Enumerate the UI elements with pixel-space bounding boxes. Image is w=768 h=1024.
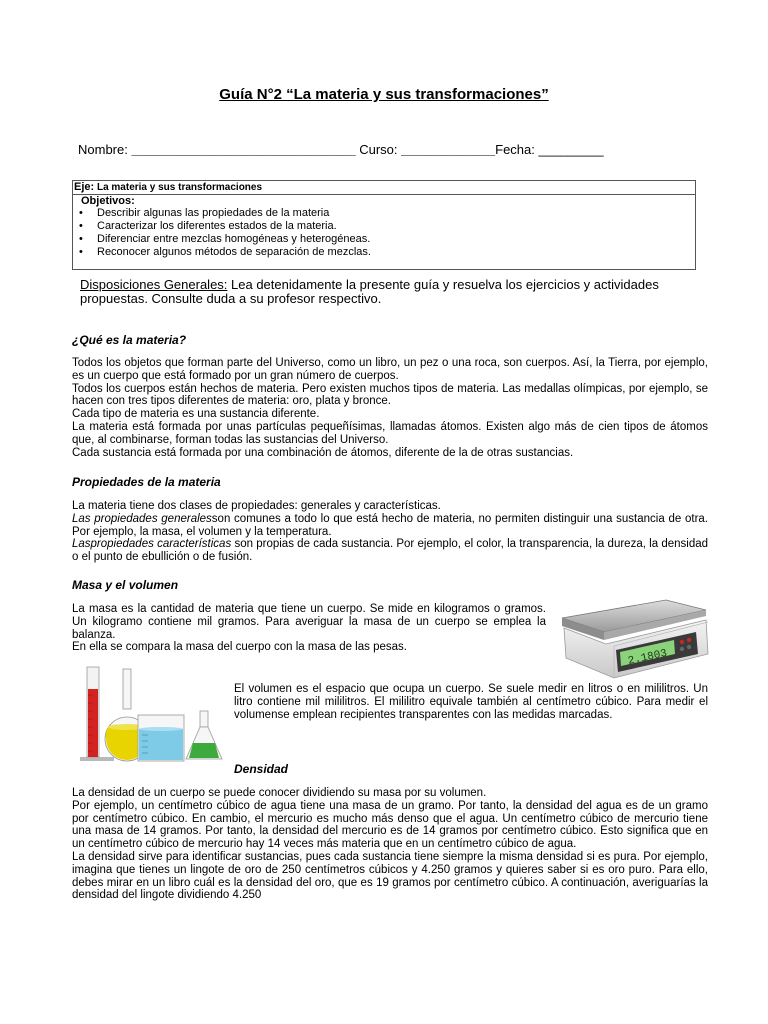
section-heading-masa: Masa y el volumen bbox=[72, 578, 179, 592]
disposiciones-generales bbox=[80, 278, 680, 306]
paragraph-line: La densidad de un cuerpo se puede conocer dividiendo su masa por su volumen. bbox=[72, 787, 487, 799]
paragraph-line: Cada tipo de materia es una sustancia diferente. bbox=[72, 408, 320, 421]
paragraph-line: Cada sustancia está formada por una combinación de átomos, diferente de la de otras sustancias. bbox=[72, 446, 574, 459]
page-title: Guía N°2 “La materia y sus transformaciones” bbox=[219, 86, 549, 103]
eje-header bbox=[73, 181, 695, 195]
objetivo-item: • Reconocer algunos métodos de separación de mezclas. bbox=[97, 246, 695, 259]
paragraph-line bbox=[72, 513, 708, 539]
fecha-field[interactable]: _________ bbox=[538, 142, 604, 157]
paragraph-line: La materia tiene dos clases de propiedades: generales y características. bbox=[72, 500, 441, 512]
paragraph-line: Por ejemplo, un centímetro cúbico de agua tiene una masa de un gramo. Por tanto, la densidad del agua es de un gramo por centímetro cúbico. En cambio, el mercurio es mucho más denso que el agua. Un centímetro cúbico de mercurio tiene una masa de 14 gramos. Por tanto, la densidad del mercurio es de 14 gramos por centímetro cúbico. Esto significa que en un centímetro cúbico de mercurio hay 14 veces más materia que en un centímetro cúbico de agua. bbox=[72, 799, 708, 851]
densidad-body bbox=[72, 787, 708, 902]
student-info-row bbox=[78, 142, 604, 157]
paragraph-line: Todos los objetos que forman parte del Universo, como un libro, un pez o una roca, son cuerpos. Así, la Tierra, por ejemplo, es un cuerpo que está formado por un gran número de cuerpos. bbox=[72, 357, 708, 382]
paragraph-line: La materia está formada por unas partículas pequeñísimas, llamadas átomos. Existen algo más de cien tipos de átomos que, al combinarse, forman todas las sustancias del Universo. bbox=[72, 420, 708, 446]
paragraph-text: son comunes a todo lo que está hecho de materia, no permiten distinguir una sustancia de otra. Por ejemplo, la masa, el volumen y la temperatura. bbox=[72, 512, 708, 538]
objetivo-item: • Describir algunas las propiedades de la materia bbox=[97, 207, 695, 220]
propiedades-caracteristicas-term: Laspropiedades características bbox=[72, 538, 232, 551]
paragraph-line: En ella se compara la masa del cuerpo con la masa de las pesas. bbox=[72, 641, 407, 654]
paragraph-line: Todos los cuerpos están hechos de materia. Pero existen muchos tipos de materia. Las medallas olímpicas, por ejemplo, se hacen con tres tipos diferentes de materia: oro, plata y bronce. bbox=[72, 382, 708, 408]
paragraph-text: son propias de cada sustancia. Por ejemplo, el color, la transparencia, la dureza, la densidad o el punto de ebullición o de fusión. bbox=[72, 538, 709, 564]
volumen-body: El volumen es el espacio que ocupa un cuerpo. Se suele medir en litros o en mililitros. Un litro contiene mil mililitros. El mililitro equivale también al centímetro cúbico. Para medir el volumense emplean recipientes transparentes con las medidas marcadas. bbox=[234, 683, 708, 721]
disposiciones-text: Lea detenidamente la presente guía y resuelva los ejercicios y actividades propuestas. Consulte duda a su profesor respectivo. bbox=[80, 277, 659, 306]
section-heading-densidad: Densidad bbox=[234, 762, 289, 776]
curso-label: Curso: bbox=[355, 142, 402, 157]
balance-scale-image bbox=[556, 596, 714, 680]
objetivos-label: Objetivos: bbox=[81, 195, 135, 207]
objectives-box bbox=[72, 180, 696, 270]
eje-text: La materia y sus transformaciones bbox=[94, 182, 263, 193]
section-heading-materia: ¿Qué es la materia? bbox=[72, 333, 187, 347]
scale-display: 2.1803 bbox=[626, 647, 669, 668]
materia-body bbox=[72, 357, 708, 459]
propiedades-generales-term: Las propiedades generales bbox=[72, 512, 212, 525]
propiedades-body bbox=[72, 500, 708, 564]
objetivo-item: • Diferenciar entre mezclas homogéneas y heterogéneas. bbox=[97, 233, 695, 246]
fecha-label: Fecha: bbox=[495, 142, 539, 157]
lab-glassware-image bbox=[76, 665, 226, 765]
section-heading-propiedades: Propiedades de la materia bbox=[72, 475, 221, 489]
masa-body bbox=[72, 603, 546, 654]
eje-label: Eje: bbox=[74, 181, 95, 193]
paragraph-line: La masa es la cantidad de materia que tiene un cuerpo. Se mide en kilogramos o gramos. Un kilogramo contiene mil gramos. Para averiguar la masa de un cuerpo se emplea la balanza. bbox=[72, 603, 546, 641]
disposiciones-label: Disposiciones Generales: bbox=[80, 277, 228, 292]
paragraph-line bbox=[72, 538, 708, 564]
objetivos-list bbox=[73, 207, 695, 259]
nombre-label: Nombre: bbox=[78, 142, 132, 157]
curso-field[interactable]: _____________ bbox=[401, 142, 496, 157]
paragraph-line: La densidad sirve para identificar sustancias, pues cada sustancia tiene siempre la misma densidad si es pura. Por ejemplo, imagina que tienes un lingote de oro de 250 centímetros cúbicos y 4.250 gramos y quieres saber si es oro puro. Para ello, debes mirar en un libro cuál es la densidad del oro, que es 19 gramos por centímetro cúbico. A continuación, averiguarías la densidad del lingote dividiendo 4.250 bbox=[72, 850, 708, 902]
nombre-field[interactable]: _______________________________ bbox=[131, 142, 356, 157]
objetivo-item: • Caracterizar los diferentes estados de la materia. bbox=[97, 220, 695, 233]
